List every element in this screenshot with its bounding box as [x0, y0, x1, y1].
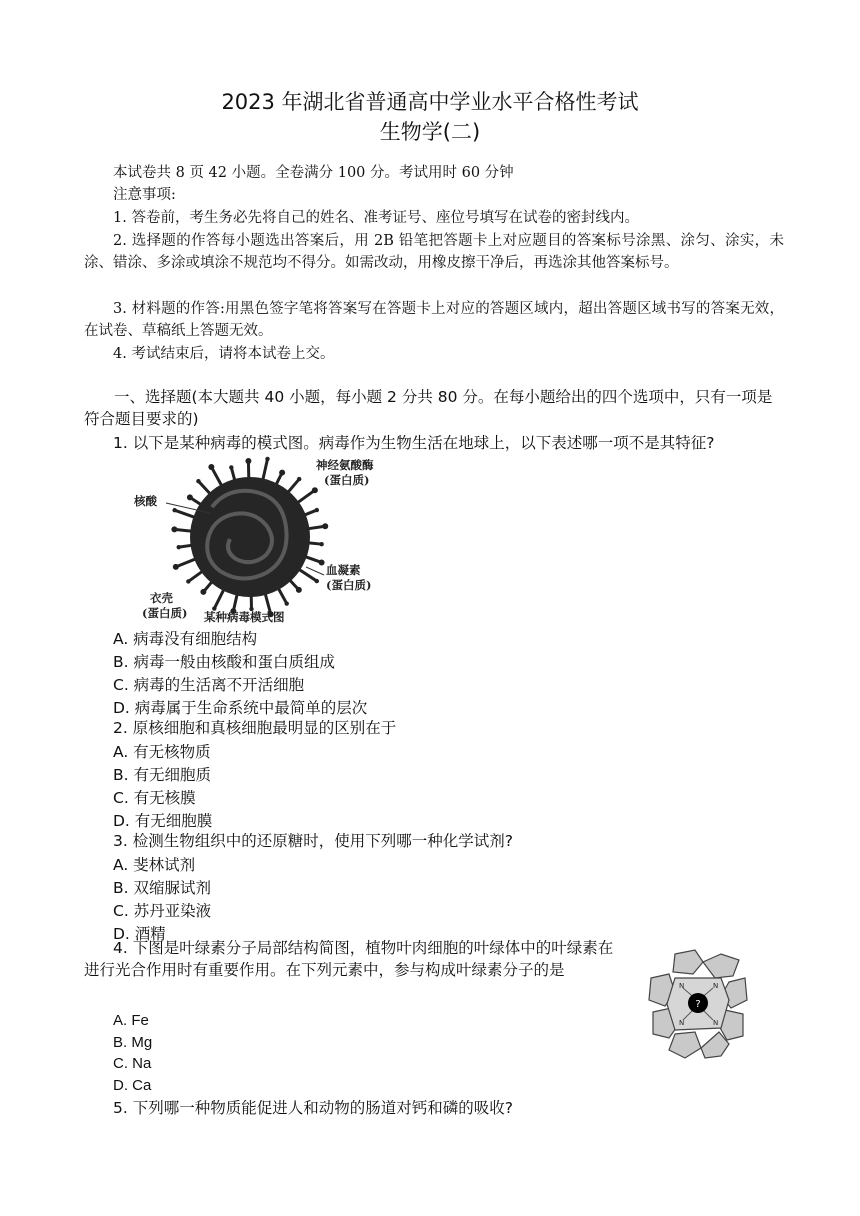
virus-diagram: [128, 455, 398, 627]
question-3-stem: 3. 检测生物组织中的还原糖时，使用下列哪一种化学试剂?: [113, 832, 513, 850]
pyrrole-ring-bottom-center-left: [669, 1032, 701, 1058]
notice-item-1: 1. 答卷前，考生务必先将自己的姓名、准考证号、座位号填写在试卷的密封线内。: [113, 210, 639, 226]
atom-label-n: N: [713, 1019, 719, 1027]
question-3-option-c: C. 苏丹亚染液: [113, 902, 212, 920]
question-2-option-c: C. 有无核膜: [113, 789, 196, 807]
virus-spike-tip: [265, 457, 269, 461]
question-1-stem: 1. 以下是某种病毒的模式图。病毒作为生物生活在地球上，以下表述哪一项不是其特征?: [113, 434, 715, 452]
label-neuraminidase: 神经氨酸酶: [316, 458, 374, 472]
question-5-stem: 5. 下列哪一种物质能促进人和动物的肠道对钙和磷的吸收?: [113, 1099, 513, 1117]
question-2-option-d: D. 有无细胞膜: [113, 812, 213, 830]
virus-spike-tip: [186, 579, 190, 583]
exam-title: 2023 年湖北省普通高中学业水平合格性考试: [221, 90, 639, 114]
virus-spike-tip: [315, 508, 319, 512]
virus-spike-tip: [315, 579, 319, 583]
pyrrole-ring-top-left: [673, 950, 703, 974]
section-title: 一、选择题(本大题共 40 小题，每小题 2 分共 80 分。在每小题给出的四个选项中，只有一项是符合题目要求的): [84, 388, 773, 428]
virus-spike-tip: [312, 487, 318, 493]
atom-label-n: N: [679, 982, 685, 990]
label-capsid-protein: (蛋白质): [142, 606, 188, 620]
question-2-option-a: A. 有无核物质: [113, 743, 211, 761]
virus-spike-tip: [245, 458, 251, 464]
question-1-option-a: A. 病毒没有细胞结构: [113, 630, 258, 648]
virus-spike-tip: [196, 479, 200, 483]
virus-spike-tip: [173, 564, 179, 570]
question-2-stem: 2. 原核细胞和真核细胞最明显的区别在于: [113, 719, 397, 737]
pyrrole-ring-top-right: [703, 954, 739, 978]
question-1-option-b: B. 病毒一般由核酸和蛋白质组成: [113, 653, 335, 671]
virus-spike-tip: [229, 465, 233, 469]
virus-spike-tip: [297, 477, 301, 481]
notice-heading: 注意事项:: [113, 187, 176, 203]
question-4-option-b: B. Mg: [113, 1034, 153, 1051]
notice-item-3: 3. 材料题的作答:用黑色签字笔将答案写在答题卡上对应的答题区域内，超出答题区域书写的答案无效，在试卷、草稿纸上答题无效。: [84, 301, 784, 339]
virus-figure-caption: 某种病毒模式图: [204, 610, 285, 624]
central-atom-question-mark: ?: [695, 999, 701, 1010]
exam-subtitle: 生物学(二): [379, 120, 481, 144]
label-capsid: 衣壳: [150, 591, 173, 605]
atom-label-n: N: [679, 1019, 685, 1027]
virus-spike: [211, 467, 222, 486]
virus-spike-tip: [296, 587, 302, 593]
virus-spike-tip: [279, 470, 285, 476]
question-4-option-a: A. Fe: [113, 1012, 149, 1029]
atom-label-n: N: [713, 982, 719, 990]
question-4-option-d: D. Ca: [113, 1077, 152, 1094]
hemag-pointer-line: [306, 567, 324, 575]
virus-spike-tip: [187, 494, 193, 500]
question-1-option-d: D. 病毒属于生命系统中最简单的层次: [113, 699, 368, 717]
label-hemagglutinin-protein: (蛋白质): [326, 578, 372, 592]
question-2-option-b: B. 有无细胞质: [113, 766, 211, 784]
virus-spike-tip: [177, 545, 181, 549]
label-neuraminidase-protein: (蛋白质): [324, 473, 370, 487]
question-4-option-c: C. Na: [113, 1055, 152, 1072]
virus-spike: [288, 479, 300, 493]
question-3-option-a: A. 斐林试剂: [113, 856, 196, 874]
virus-spike: [263, 459, 268, 480]
virus-spike: [297, 490, 315, 503]
notice-item-4: 4. 考试结束后，请将本试卷上交。: [113, 346, 335, 362]
chlorophyll-diagram: [645, 948, 751, 1060]
virus-spike: [188, 571, 203, 582]
virus-spike-tip: [285, 601, 289, 605]
virus-spike-tip: [319, 542, 323, 546]
virus-spike: [198, 481, 210, 494]
virus-spike: [176, 559, 196, 567]
question-4-stem: 4. 下图是叶绿素分子局部结构简图，植物叶肉细胞的叶绿体中的叶绿素在进行光合作用时有重要作用。在下列元素中，参与构成叶绿素分子的是: [84, 939, 614, 979]
virus-spike: [214, 589, 224, 609]
notice-item-2: 2. 选择题的作答每小题选出答案后，用 2B 铅笔把答题卡上对应题目的答案标号涂黑、涂匀、涂实，未涂、错涂、多涂或填涂不规范均不得分。如需改动，用橡皮擦干净后，再选涂其他答案标号。: [84, 233, 784, 271]
virus-spike-tip: [319, 559, 325, 565]
virus-spike-tip: [208, 464, 214, 470]
intro-text: 本试卷共 8 页 42 小题。全卷满分 100 分。考试用时 60 分钟: [113, 165, 514, 181]
question-1-option-c: C. 病毒的生活离不开活细胞: [113, 676, 305, 694]
virus-spike-tip: [322, 523, 328, 529]
question-3-option-d: D. 酒精: [113, 925, 166, 943]
virus-spike: [278, 588, 287, 604]
label-nucleic-acid: 核酸: [134, 494, 157, 508]
virus-spike-tip: [171, 526, 177, 532]
virus-spike: [175, 510, 196, 517]
virus-spike-tip: [172, 508, 176, 512]
virus-spike-tip: [200, 589, 206, 595]
label-hemagglutinin: 血凝素: [326, 563, 361, 577]
question-3-option-b: B. 双缩脲试剂: [113, 879, 211, 897]
